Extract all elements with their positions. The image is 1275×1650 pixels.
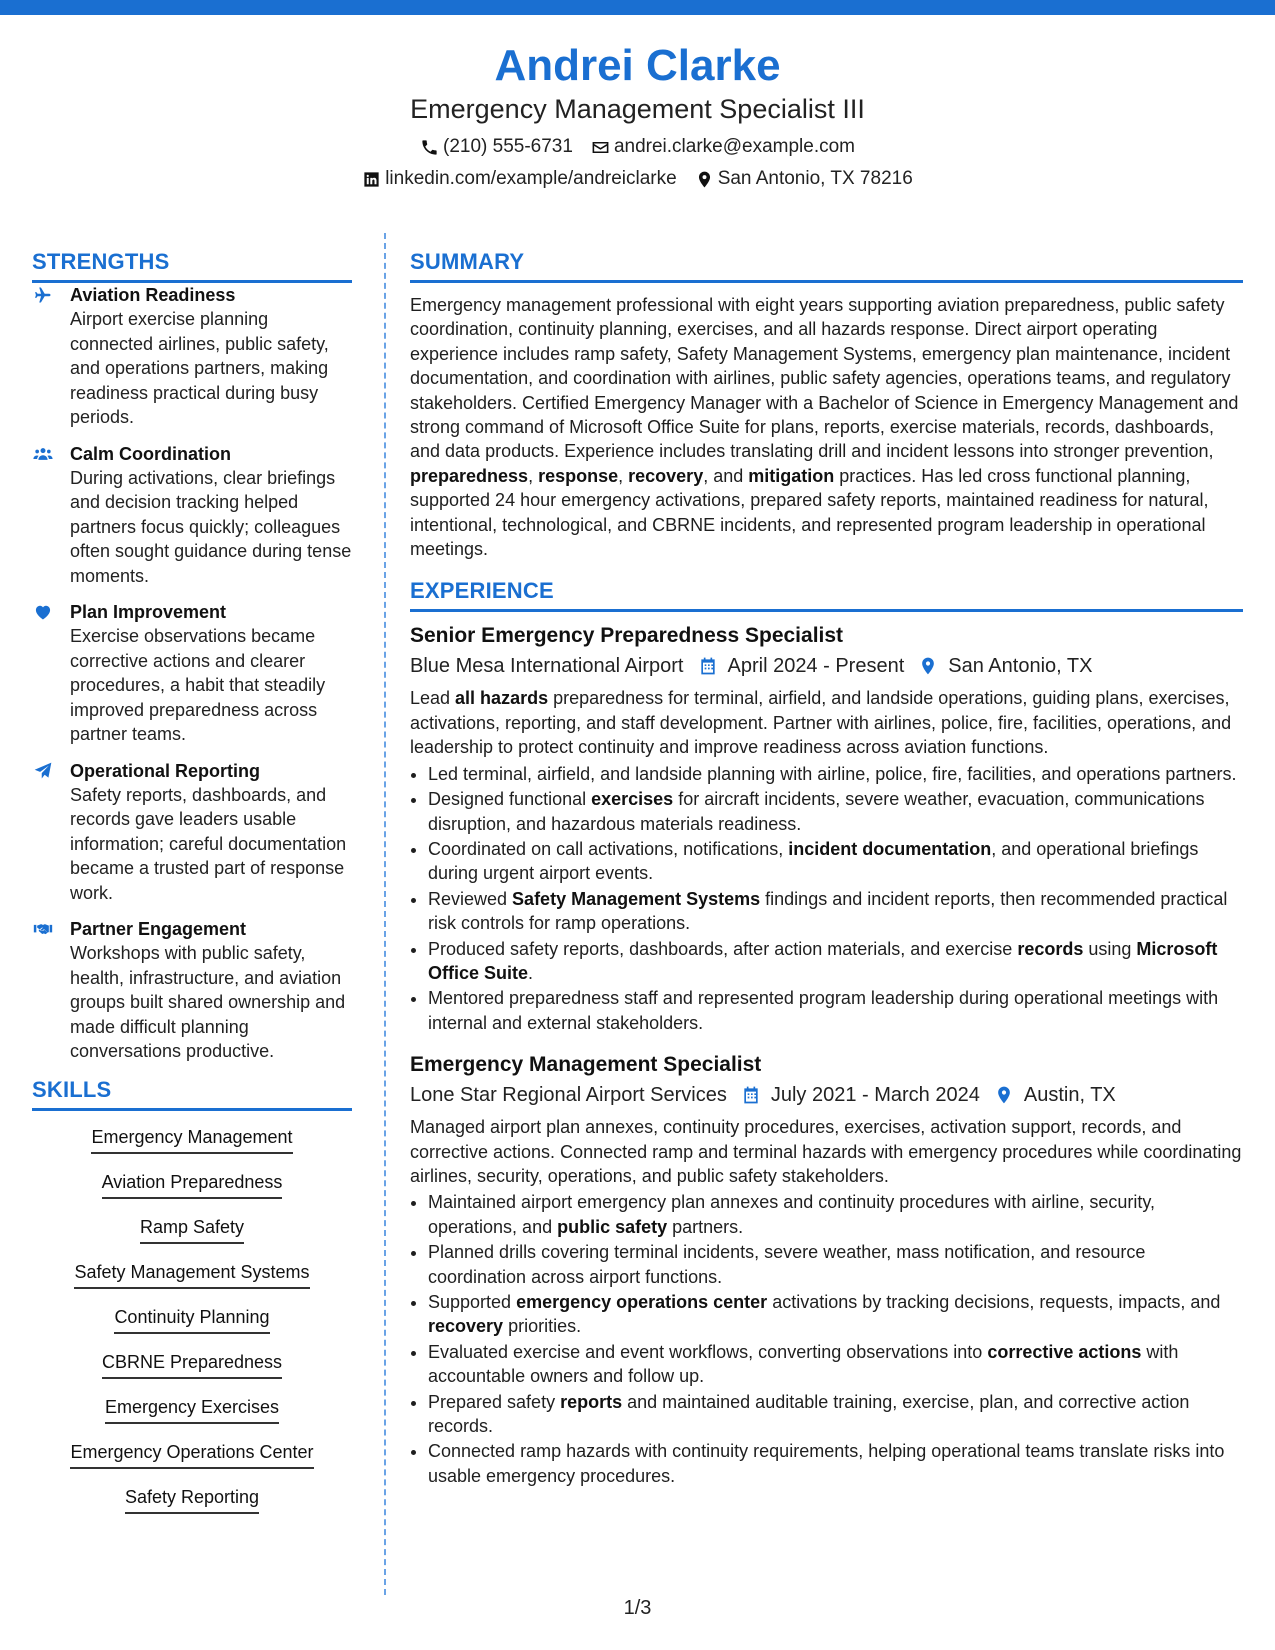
job-list: [410, 622, 1243, 1488]
job-location: San Antonio, TX: [948, 655, 1093, 678]
skill-item: Safety Management Systems: [74, 1260, 309, 1289]
bullet-part: Led terminal, airfield, and landside planning with airline, police, fire, facilities, and operations partners.: [428, 763, 1237, 784]
strength-desc: During activations, clear briefings and decision tracking helped partners focus quickly; colleagues often sought guidance during tense moments.: [70, 467, 352, 586]
job-dates-wrap: [741, 1081, 980, 1109]
job-dates: July 2021 - March 2024: [770, 1084, 980, 1107]
column-divider: [384, 233, 386, 1595]
envelope-icon: [591, 138, 610, 157]
bullet-bold: incident documentation: [788, 838, 992, 859]
job-dates-wrap: [698, 652, 905, 680]
bullet-part: .: [528, 962, 534, 983]
bullet-part: activations by tracking decisions, requests, impacts, and: [767, 1292, 1221, 1312]
linkedin-text[interactable]: linkedin.com/example/andreiclarke: [385, 168, 677, 189]
airplane-icon: [32, 285, 54, 305]
strength-title: Aviation Readiness: [70, 285, 236, 305]
summary-bold: response: [538, 465, 619, 486]
left-column: [32, 248, 352, 1530]
bullet-part: partners.: [667, 1216, 744, 1237]
job-desc-part: Lead: [410, 688, 456, 709]
summary-bold: recovery: [628, 465, 704, 486]
job-location: Austin, TX: [1023, 1084, 1116, 1107]
job-meta: [410, 652, 1243, 680]
job-bullet: [428, 1390, 1243, 1439]
bullet-part: with accountable owners and follow up.: [428, 1341, 1179, 1387]
skill-item: Safety Reporting: [125, 1485, 259, 1514]
job-bullet: [428, 887, 1243, 936]
job-bullet: [428, 762, 1243, 786]
bullet-part: Connected ramp hazards with continuity requirements, helping operational teams translate risks into usable emergency procedures.: [428, 1441, 1225, 1486]
candidate-title: Emergency Management Specialist III: [410, 94, 865, 124]
skill-item: Aviation Preparedness: [102, 1170, 283, 1199]
bullet-part: Supported: [428, 1292, 517, 1312]
job-desc-bold: all hazards: [455, 688, 549, 709]
bullet-bold: corrective actions: [987, 1341, 1142, 1362]
job-bullet: [428, 787, 1243, 836]
strength-title: Plan Improvement: [70, 602, 227, 622]
summary-bold: preparedness: [410, 465, 529, 486]
phone-icon: [420, 138, 439, 157]
bullet-part: Maintained airport emergency plan annexes and continuity procedures with airline, security, operations, and: [428, 1192, 1156, 1237]
strength-item: [32, 442, 352, 589]
calendar-icon: [741, 1085, 761, 1105]
strength-desc: Exercise observations became corrective actions and clearer procedures, a habit that steadily improved preparedness across partner teams.: [70, 626, 326, 744]
job-description: [410, 1115, 1243, 1188]
bullet-part: and maintained auditable training, exercise, plan, and corrective action records.: [428, 1391, 1190, 1437]
bullet-part: for aircraft incidents, severe weather, evacuation, communications disruption, and hazardous materials readiness.: [428, 789, 1205, 834]
job-bullet: [428, 1340, 1243, 1389]
job-entry: [410, 622, 1243, 1035]
job-title: Emergency Management Specialist: [410, 1053, 762, 1077]
job-bullet: [428, 1240, 1243, 1289]
job-bullets: [410, 1190, 1243, 1488]
linkedin-contact[interactable]: [362, 167, 676, 191]
summary-bold: mitigation: [748, 465, 835, 486]
heart-icon: [32, 602, 54, 622]
resume-header: [0, 40, 1275, 191]
bullet-part: Designed functional: [428, 789, 592, 810]
paper-plane-icon: [32, 761, 54, 781]
contact-row-2: [0, 167, 1275, 191]
experience-heading: EXPERIENCE: [410, 577, 1243, 612]
bullet-bold: exercises: [591, 789, 674, 810]
experience-section: [410, 577, 1243, 1488]
right-column: [410, 248, 1243, 1489]
bullet-bold: Microsoft Office Suite: [428, 938, 1218, 983]
bullet-part: using: [1083, 938, 1137, 959]
bullet-part: Planned drills covering terminal incidents, severe weather, mass notification, and resource coordination across airport functions.: [428, 1242, 1146, 1287]
job-bullet: [428, 1290, 1243, 1339]
job-bullet: [428, 837, 1243, 886]
strengths-heading: STRENGTHS: [32, 248, 352, 283]
bullet-part: Coordinated on call activations, notifications,: [428, 838, 789, 859]
location-contact: [695, 167, 913, 191]
skill-list: [32, 1125, 352, 1530]
job-location-wrap: [918, 652, 1092, 680]
skill-item: Continuity Planning: [114, 1305, 269, 1334]
bullet-part: Mentored preparedness staff and represented program leadership during operational meetings with internal and external stakeholders.: [428, 988, 1219, 1033]
strength-title: Partner Engagement: [70, 919, 247, 939]
page-number: 1/3: [623, 1597, 652, 1619]
skill-item: Ramp Safety: [140, 1215, 244, 1244]
handshake-icon: [32, 919, 54, 939]
strength-item: [32, 600, 352, 747]
job-bullet: [428, 937, 1243, 986]
calendar-icon: [698, 656, 718, 676]
contact-row-1: [0, 135, 1275, 159]
candidate-name: Andrei Clarke: [494, 41, 781, 90]
summary-heading: SUMMARY: [410, 248, 1243, 283]
summary-part: ,: [528, 465, 539, 486]
strength-item: [32, 759, 352, 906]
email-contact[interactable]: [591, 135, 855, 159]
job-company: Blue Mesa International Airport: [410, 655, 684, 678]
linkedin-icon: [362, 170, 381, 189]
skill-item: Emergency Exercises: [105, 1395, 279, 1424]
strength-desc: Airport exercise planning connected airlines, public safety, and operations partners, making readiness practical during busy periods.: [70, 309, 329, 427]
email-text[interactable]: andrei.clarke@example.com: [613, 136, 855, 157]
strength-title: Operational Reporting: [70, 760, 261, 781]
job-description: [410, 686, 1243, 759]
summary-part: practices. Has led cross functional planning, supported 24 hour emergency activations, prepared safety reports, maintained readiness for natural, intentional, technological, and CBRNE incidents, and represented program leadership in operational meetings.: [410, 465, 1209, 560]
users-icon: [32, 444, 54, 464]
job-bullet: [428, 1190, 1243, 1239]
summary-part: , and: [703, 465, 749, 486]
bullet-bold: Safety Management Systems: [512, 888, 761, 909]
phone-contact: [420, 135, 573, 159]
map-pin-icon: [918, 656, 938, 676]
map-pin-icon: [994, 1085, 1014, 1105]
skills-heading: SKILLS: [32, 1076, 352, 1111]
location-text: San Antonio, TX 78216: [717, 168, 913, 189]
bullet-part: Prepared safety: [428, 1391, 561, 1412]
bullet-bold: public safety: [557, 1216, 668, 1237]
job-meta: [410, 1081, 1243, 1109]
job-location-wrap: [994, 1081, 1116, 1109]
summary-part: Emergency management professional with eight years supporting aviation preparedness, public safety coordination, continuity planning, exercises, and all hazards response. Direct airport operating experience includes ramp safety, Safety Management Systems, emergency plan maintenance, incident documentation, and coordination with airlines, public safety agencies, operations teams, and regulatory stakeholders. Certified Emergency Manager with a Bachelor of Science in Emergency Management and strong command of Microsoft Office Suite for plans, reports, exercise materials, records, dashboards, and data products. Experience includes translating drill and incident lessons into stronger prevention,: [410, 295, 1239, 462]
map-pin-icon: [695, 170, 714, 189]
summary-text: [410, 293, 1243, 561]
job-bullet: [428, 986, 1243, 1035]
bullet-part: Evaluated exercise and event workflows, converting observations into: [428, 1341, 988, 1362]
bullet-part: findings and incident reports, then recommended practical risk controls for ramp operations.: [428, 888, 1228, 934]
bullet-part: , and operational briefings during urgent airport events.: [428, 838, 1199, 884]
strength-item: [32, 283, 352, 430]
summary-part: ,: [618, 465, 629, 486]
strength-item: [32, 917, 352, 1064]
bullet-bold: emergency operations center: [516, 1292, 768, 1312]
bullet-part: Produced safety reports, dashboards, after action materials, and exercise: [428, 938, 1018, 959]
strength-desc: Safety reports, dashboards, and records gave leaders usable information; careful documentation became a trusted part of response work.: [70, 784, 347, 903]
job-desc-part: Managed airport plan annexes, continuity procedures, exercises, activation support, records, and corrective actions. Connected ramp and terminal hazards with emergency procedures while coordinating airlines, security, operations, and public safety stakeholders.: [410, 1117, 1242, 1186]
job-bullets: [410, 762, 1243, 1035]
strength-desc: Workshops with public safety, health, infrastructure, and aviation groups built shared ownership and made difficult planning conversations productive.: [70, 943, 346, 1061]
job-entry: [410, 1051, 1243, 1488]
top-accent-bar: [0, 0, 1275, 15]
skills-section: [32, 1076, 352, 1530]
skill-item: CBRNE Preparedness: [102, 1350, 282, 1379]
job-dates: April 2024 - Present: [727, 655, 905, 678]
bullet-bold: reports: [560, 1391, 623, 1412]
bullet-part: Reviewed: [428, 888, 513, 909]
phone-text: (210) 555-6731: [443, 136, 573, 157]
job-title: Senior Emergency Preparedness Specialist: [410, 624, 844, 648]
job-company: Lone Star Regional Airport Services: [410, 1084, 727, 1107]
bullet-bold: records: [1017, 938, 1084, 959]
skill-item: Emergency Operations Center: [70, 1440, 313, 1469]
bullet-bold: recovery: [428, 1316, 504, 1337]
strength-title: Calm Coordination: [70, 443, 231, 464]
job-bullet: [428, 1439, 1243, 1488]
bullet-part: priorities.: [503, 1316, 582, 1337]
job-desc-part: preparedness for terminal, airfield, and landside operations, guiding plans, exercises, activations, reporting, and staff development. Partner with airlines, police, fire, facilities, operations, and leadership to protect continuity and improve readiness across aviation functions.: [410, 688, 1232, 758]
skill-item: Emergency Management: [91, 1125, 292, 1154]
